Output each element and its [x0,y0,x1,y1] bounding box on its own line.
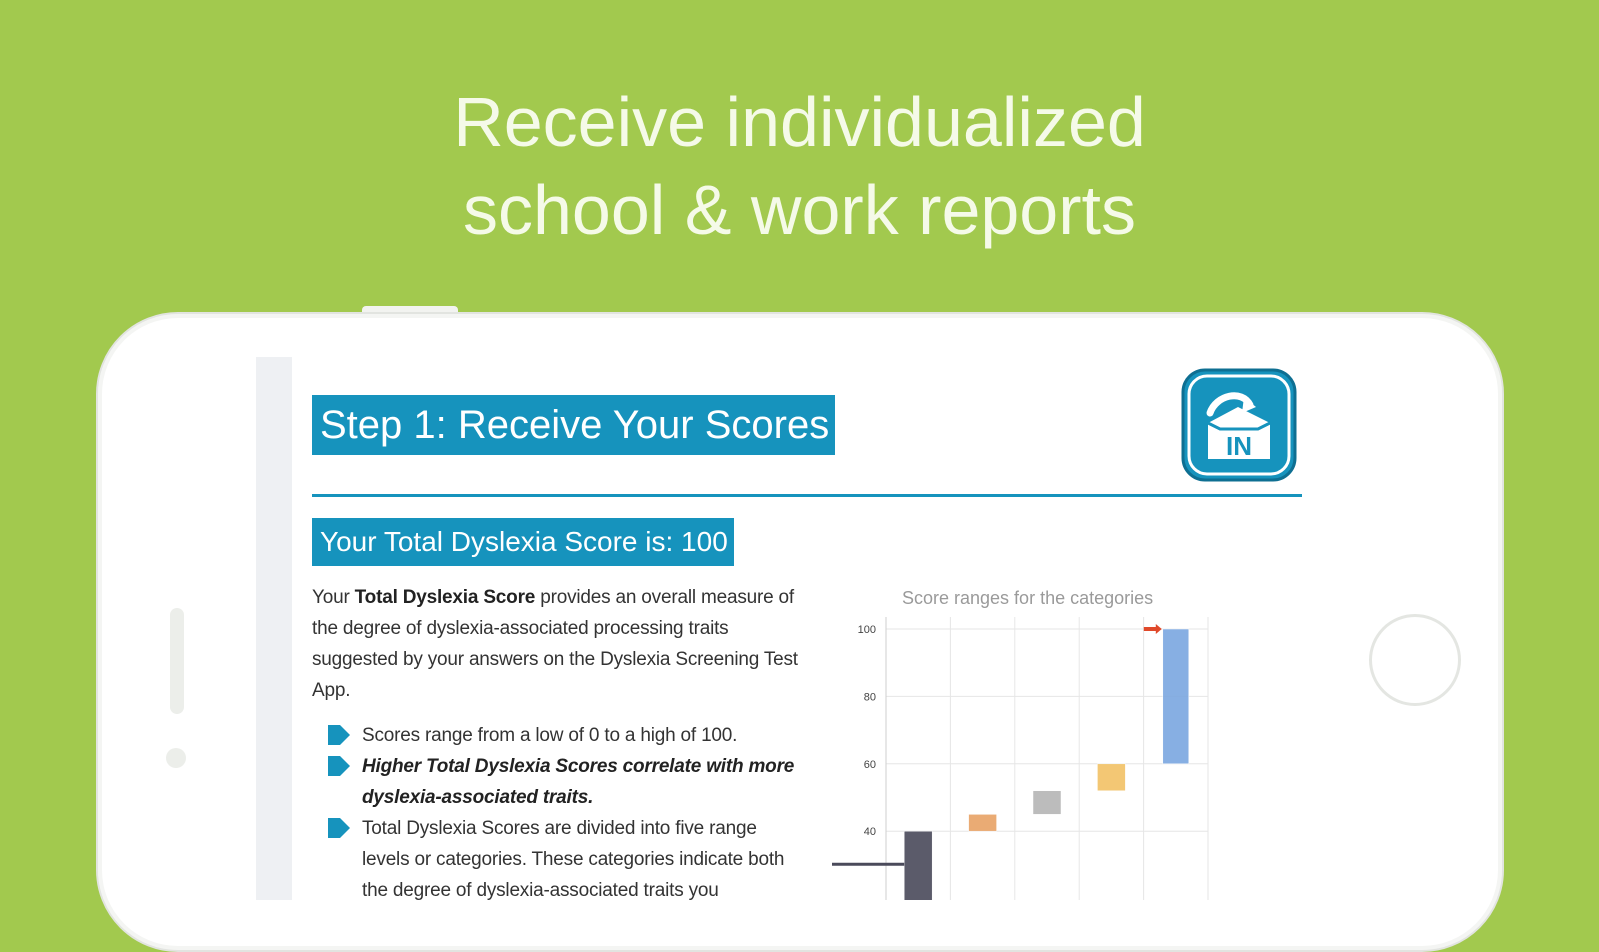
home-button[interactable] [1369,614,1461,706]
score-bullets [328,720,798,900]
logo-text: IN [1226,431,1252,461]
bullet-item [328,813,798,900]
description-bold: Total Dyslexia Score [354,587,536,608]
score-range-chart [832,617,1232,900]
description-prefix: Your [312,587,355,608]
bullet-arrow-icon [328,756,350,776]
chart-bar [1097,764,1125,791]
bullet-arrow-icon [328,725,350,745]
document-gutter [256,357,292,900]
header-rule [312,494,1302,497]
chart-bar [1163,629,1189,764]
bullet-item [328,751,798,813]
chart-bar [1033,791,1061,815]
bullet-text: Scores range from a low of 0 to a high of 100. [362,725,738,746]
phone-speaker [170,608,184,714]
headline-line-2: school & work reports [462,171,1137,249]
y-tick-label: 60 [863,758,876,771]
chart-bar [969,814,997,831]
phone-camera [166,748,186,768]
total-score-heading: Your Total Dyslexia Score is: 100 [312,518,734,566]
step-title: Step 1: Receive Your Scores [312,395,835,455]
report-document[interactable] [292,357,1336,900]
phone-screen [256,357,1336,900]
chart-title: Score ranges for the categories [902,588,1154,608]
y-tick-label: 100 [857,624,876,636]
y-tick-label: 40 [863,826,876,839]
headline [0,78,1599,254]
bullet-text: Total Dyslexia Scores are divided into five range levels or categories. These categories indicate both the degree of dyslexia-associated traits you [362,818,785,900]
inbox-tray-icon [1180,367,1298,483]
bullet-arrow-icon [328,818,350,838]
chart-bar [904,831,932,900]
headline-line-1: Receive individualized [453,83,1146,161]
bullet-text: Higher Total Dyslexia Scores correlate with more dyslexia-associated traits. [362,756,795,808]
bullet-item [328,720,798,751]
y-tick-label: 80 [863,691,876,704]
score-description [312,582,802,706]
score-marker-arrow [1144,624,1162,634]
description-suffix: provides an overall measure of the degree of dyslexia-associated processing traits suggested by your answers on the Dyslexia Screening Test App. [312,587,798,701]
